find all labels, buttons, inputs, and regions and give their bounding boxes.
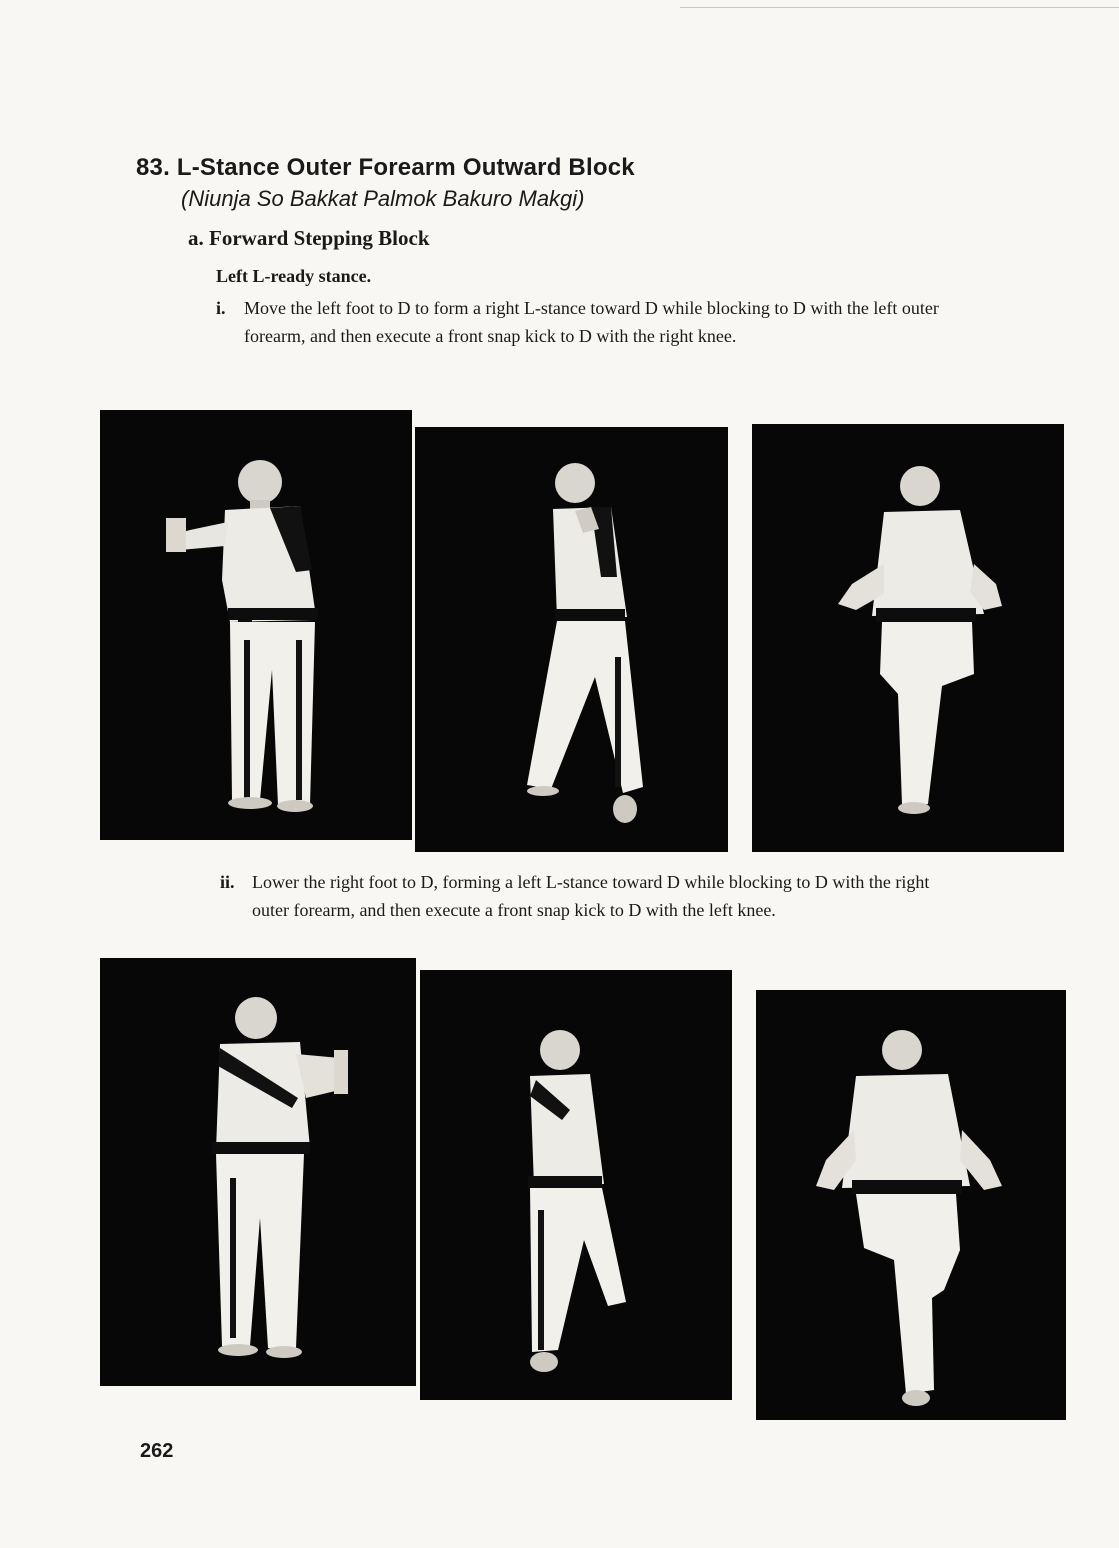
step-number: ii. bbox=[220, 872, 235, 892]
photo-step2-b bbox=[420, 970, 732, 1400]
step-2 bbox=[220, 868, 960, 924]
figure-illustration bbox=[415, 427, 728, 852]
step-text: Move the left foot to D to form a right L-stance toward D while blocking to D with the left outer forearm, and then execute a front snap kick to D with the right knee. bbox=[244, 298, 939, 346]
figure-illustration bbox=[420, 970, 732, 1400]
figure-illustration bbox=[752, 424, 1064, 852]
photo-step1-a bbox=[100, 410, 412, 840]
top-edge-rule bbox=[680, 7, 1119, 8]
figure-illustration bbox=[100, 410, 412, 840]
figure-illustration bbox=[100, 958, 416, 1386]
page-subtitle: (Niunja So Bakkat Palmok Bakuro Makgi) bbox=[181, 186, 585, 211]
photo-step2-a bbox=[100, 958, 416, 1386]
figure-illustration bbox=[756, 990, 1066, 1420]
starting-stance: Left L-ready stance. bbox=[216, 266, 372, 286]
photo-step1-b bbox=[415, 427, 728, 852]
page-title: 83. L-Stance Outer Forearm Outward Block bbox=[136, 154, 635, 181]
step-text: Lower the right foot to D, forming a left L-stance toward D while blocking to D with the right outer forearm, and then execute a front snap kick to D with the left knee. bbox=[252, 872, 930, 920]
section-title: a. Forward Stepping Block bbox=[188, 226, 430, 250]
step-1 bbox=[216, 294, 956, 350]
photo-step1-c bbox=[752, 424, 1064, 852]
page-number: 262 bbox=[140, 1440, 174, 1462]
photo-step2-c bbox=[756, 990, 1066, 1420]
step-number: i. bbox=[216, 298, 226, 318]
